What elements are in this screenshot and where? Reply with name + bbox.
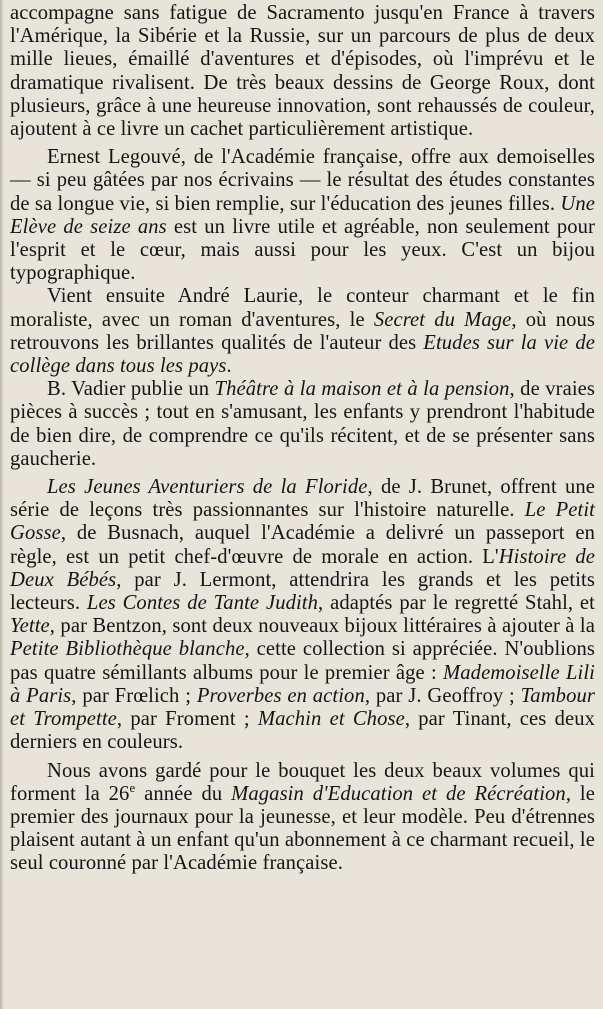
- paragraph-3: [10, 285, 595, 378]
- album-title-tambour: Tambour et Trompette: [10, 684, 595, 731]
- paragraph-3-text-3: .: [226, 355, 232, 378]
- book-title-petit-gosse: Le Petit Gosse: [10, 499, 595, 545]
- collection-title-petite-bibliotheque: Petite Bibliothèque blanche: [10, 638, 245, 661]
- paragraph-5-text-4: , adaptés par le regretté Stahl, et: [318, 592, 595, 615]
- book-title-jeunes-aventuriers: Les Jeunes Aventuriers de la Floride: [47, 476, 368, 499]
- magazine-title: Magasin d'Education et de Récréation: [231, 782, 566, 805]
- paragraph-5-text-7: , par Frœlich ;: [71, 684, 197, 707]
- paragraph-5-text-6: , cette collection si appréciée. N'oublions pas quatre sémillants albums pour le premier âge :: [10, 638, 595, 684]
- paragraph-5-text-9: , par Froment ;: [116, 708, 258, 731]
- column-edge-shadow: [0, 0, 4, 1009]
- paragraph-6-text-1: Nous avons gardé pour le bouquet les deux beaux volumes qui forment la 26: [10, 759, 595, 805]
- paragraph-6: [10, 760, 595, 876]
- paragraph-1: [10, 2, 595, 141]
- book-title-theatre: Théâtre à la maison et à la pension: [214, 378, 510, 401]
- paragraph-5-text-1: , de J. Brunet, offrent une série de leçons très passionnantes sur l'histoire naturelle.: [10, 476, 595, 522]
- paragraph-4: [10, 378, 595, 471]
- paragraph-2: [10, 146, 595, 285]
- paragraph-5-text-5: , par Bentzon, sont deux nouveaux bijoux littéraires à ajouter à la: [49, 615, 595, 638]
- paragraph-3-text-2: , où nous retrouvons les brillantes qualités de l'auteur des: [10, 308, 595, 354]
- book-title-secret-du-mage: Secret du Mage: [373, 308, 512, 331]
- paragraph-5-text-2: , de Busnach, auquel l'Académie a delivré un passeport en règle, est un petit chef-d'œuvre de morale en action. L': [10, 522, 595, 568]
- book-title-contes-tante-judith: Les Contes de Tante Judith: [86, 592, 319, 615]
- album-title-proverbes: Proverbes en action: [196, 684, 365, 707]
- paragraph-5-text-8: , par J. Geoffroy ;: [364, 684, 521, 707]
- ordinal-superscript: e: [129, 780, 136, 795]
- paragraph-3-text-1: Vient ensuite André Laurie, le conteur charmant et le fin moraliste, avec un roman d'aventures, le: [10, 285, 595, 331]
- album-title-machin: Machin et Chose: [257, 708, 405, 731]
- album-title-mademoiselle-lili: Mademoiselle Lili à Paris: [10, 661, 595, 707]
- paragraph-5: [10, 476, 595, 754]
- paragraph-4-text-2: , de vraies pièces à succès ; tout en s'amusant, les enfants y prendront l'habitude de bien dire, de comprendre ce qu'ils récitent, et de se présenter sans gaucherie.: [10, 378, 595, 470]
- paragraph-6-text-3: , le premier des journaux pour la jeunesse, et leur modèle. Peu d'étrennes plaisent autant à un enfant qu'un abonnement à ce charmant recueil, le seul couronné par l'Académie française.: [10, 782, 595, 875]
- paragraph-1-text: accompagne sans fatigue de Sacramento jusqu'en France à travers l'Amérique, la Sibérie et la Russie, sur un parcours de plus de deux mille lieues, émaillé d'aventures et d'épisodes, où l'imprévu et le dramatique rivalisent. De très beaux dessins de George Roux, dont plusieurs, grâce à une heureuse innovation, sont rehaussés de couleur, ajoutent à ce livre un cachet particulièrement artistique.: [10, 2, 595, 141]
- book-title-yette: Yette: [10, 615, 50, 638]
- paragraph-6-text-2: année du: [135, 782, 232, 805]
- paragraph-4-text-1: B. Vadier publie un: [47, 378, 215, 401]
- paragraph-2-text-2: est un livre utile et agréable, non seulement pour l'esprit et le cœur, mais aussi pour les yeux. C'est un bijou typographique.: [10, 215, 596, 285]
- book-title-eleve: Une Elève de seize ans: [10, 192, 595, 238]
- paragraph-5-text-10: , par Tinant, ces deux derniers en couleurs.: [10, 708, 595, 754]
- book-title-etudes: Etudes sur la vie de collège dans tous les pays: [10, 331, 595, 378]
- paragraph-5-text-3: , par J. Lermont, attendrira les grands et les petits lecteurs.: [10, 568, 595, 615]
- book-title-deux-bebes: Histoire de Deux Bébés: [10, 545, 595, 591]
- paragraph-2-text-1: Ernest Legouvé, de l'Académie française, offre aux demoiselles — si peu gâtées par nos écrivains — le résultat des études constantes de sa longue vie, si bien remplie, sur l'éducation des jeunes filles.: [10, 146, 595, 215]
